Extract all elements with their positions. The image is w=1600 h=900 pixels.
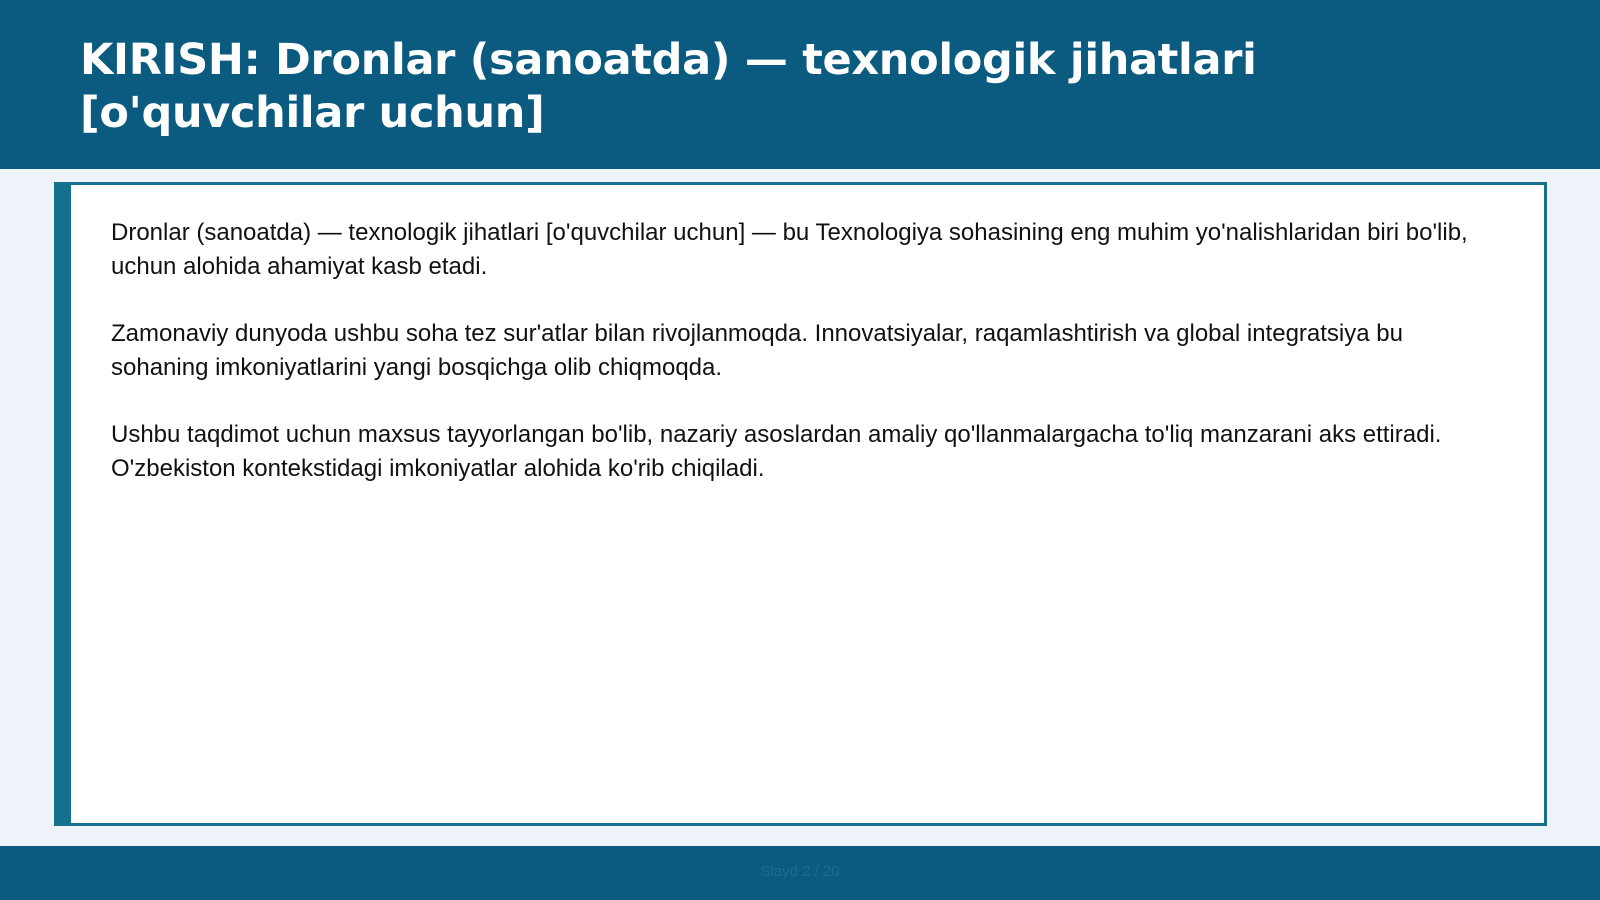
paragraph-intro: Dronlar (sanoatda) — texnologik jihatlari [o'quvchilar uchun] — bu Texnologiya sohasining eng muhim yo'nalishlaridan biri bo'lib, uchun alohida ahamiyat kasb etadi. xyxy=(111,219,1468,280)
slide-header xyxy=(0,0,1600,169)
slide-footer xyxy=(0,846,1600,900)
content-card xyxy=(54,182,1547,826)
slide-title: KIRISH: Dronlar (sanoatda) — texnologik jihatlari [o'quvchilar uchun] xyxy=(80,35,1257,138)
paragraph-presentation: Ushbu taqdimot uchun maxsus tayyorlangan bo'lib, nazariy asoslardan amaliy qo'llanmalargacha to'liq manzarani aks ettiradi. O'zbekiston kontekstidagi imkoniyatlar alohida ko'rib chiqiladi. xyxy=(111,421,1442,482)
slide-number: Slayd 2 / 20 xyxy=(760,863,840,880)
paragraph-development: Zamonaviy dunyoda ushbu soha tez sur'atlar bilan rivojlanmoqda. Innovatsiyalar, raqamlashtirish va global integratsiya bu sohaning imkoniyatlarini yangi bosqichga olib chiqmoqda. xyxy=(111,320,1403,381)
